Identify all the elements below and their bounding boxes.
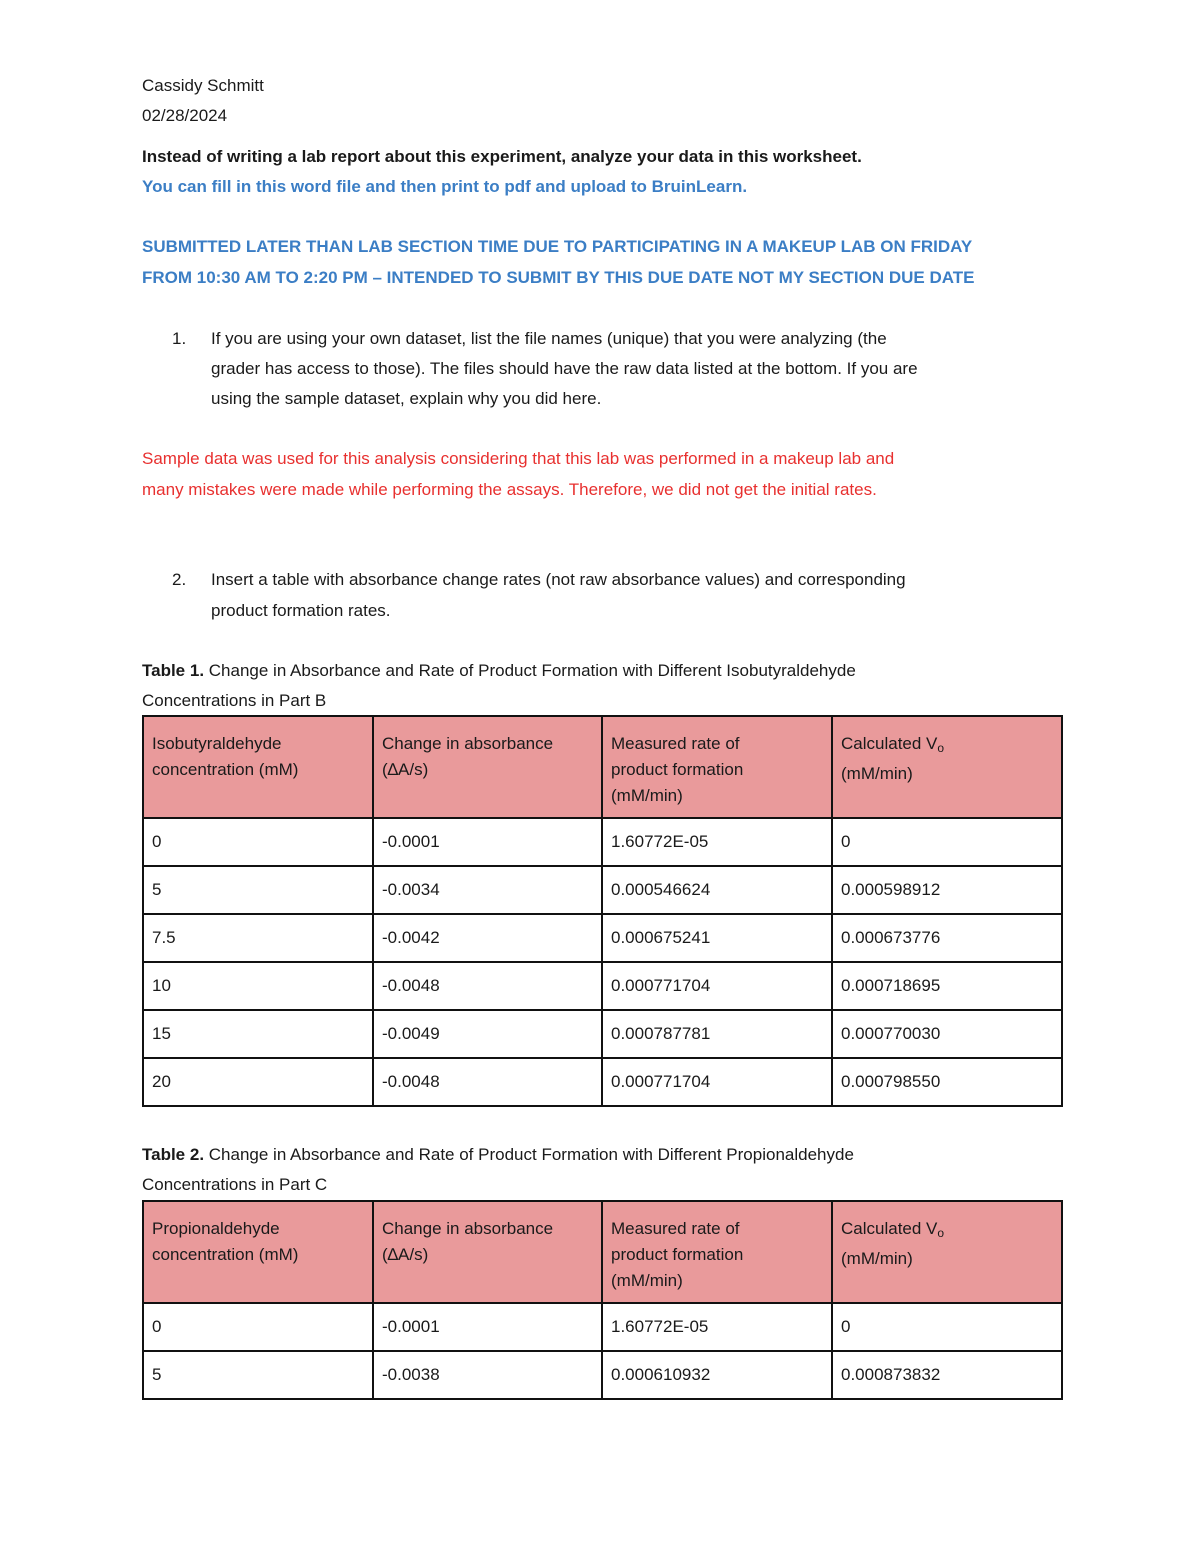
cell-calculated-v0: 0.000673776 bbox=[832, 914, 1062, 962]
table1-header-concentration: Isobutyraldehyde concentration (mM) bbox=[143, 716, 373, 818]
submission-note-line1: SUBMITTED LATER THAN LAB SECTION TIME DUE TO PARTICIPATING IN A MAKEUP LAB ON FRIDAY bbox=[142, 237, 973, 256]
question1-line2: grader has access to those). The files should have the raw data listed at the bottom. If you are bbox=[211, 359, 918, 378]
table1-caption-text: Change in Absorbance and Rate of Product Formation with Different Isobutyraldehyde bbox=[204, 661, 856, 680]
table-row bbox=[143, 962, 1062, 1010]
instructions-main: Instead of writing a lab report about this experiment, analyze your data in this worksheet. bbox=[142, 147, 862, 166]
table1-caption bbox=[142, 661, 856, 681]
table1 bbox=[142, 715, 1063, 1107]
cell-absorbance: -0.0038 bbox=[373, 1351, 602, 1399]
question2-line1: Insert a table with absorbance change rates (not raw absorbance values) and corresponding bbox=[211, 570, 906, 589]
table2-caption-line2: Concentrations in Part C bbox=[142, 1175, 328, 1194]
table2-header-absorbance: Change in absorbance (∆A/s) bbox=[373, 1201, 602, 1303]
cell-calculated-v0: 0.000873832 bbox=[832, 1351, 1062, 1399]
question1-line1: If you are using your own dataset, list the file names (unique) that you were analyzing (the bbox=[211, 329, 887, 348]
author-name: Cassidy Schmitt bbox=[142, 76, 264, 95]
question1-line3: using the sample dataset, explain why you did here. bbox=[211, 389, 602, 408]
question2-line2: product formation rates. bbox=[211, 601, 391, 620]
table2-header-measured-rate: Measured rate of product formation (mM/min) bbox=[602, 1201, 832, 1303]
cell-calculated-v0: 0.000770030 bbox=[832, 1010, 1062, 1058]
cell-measured-rate: 0.000787781 bbox=[602, 1010, 832, 1058]
instructions-note: You can fill in this word file and then print to pdf and upload to BruinLearn. bbox=[142, 177, 748, 196]
cell-absorbance: -0.0048 bbox=[373, 1058, 602, 1106]
cell-concentration: 15 bbox=[143, 1010, 373, 1058]
cell-absorbance: -0.0042 bbox=[373, 914, 602, 962]
cell-concentration: 20 bbox=[143, 1058, 373, 1106]
table2 bbox=[142, 1200, 1063, 1400]
table2-header-concentration: Propionaldehyde concentration (mM) bbox=[143, 1201, 373, 1303]
cell-absorbance: -0.0001 bbox=[373, 818, 602, 866]
table2-caption-label: Table 2. bbox=[142, 1145, 205, 1164]
table-row bbox=[143, 866, 1062, 914]
table-row bbox=[143, 1351, 1062, 1399]
cell-absorbance: -0.0001 bbox=[373, 1303, 602, 1351]
cell-measured-rate: 1.60772E-05 bbox=[602, 1303, 832, 1351]
table-row bbox=[143, 818, 1062, 866]
cell-measured-rate: 0.000610932 bbox=[602, 1351, 832, 1399]
cell-measured-rate: 0.000675241 bbox=[602, 914, 832, 962]
answer1-line2: many mistakes were made while performing the assays. Therefore, we did not get the initial rates. bbox=[142, 480, 877, 499]
table1-caption-line2: Concentrations in Part B bbox=[142, 691, 327, 710]
question1-number: 1. bbox=[172, 329, 187, 348]
table-row bbox=[143, 1058, 1062, 1106]
cell-measured-rate: 1.60772E-05 bbox=[602, 818, 832, 866]
cell-calculated-v0: 0.000598912 bbox=[832, 866, 1062, 914]
cell-absorbance: -0.0048 bbox=[373, 962, 602, 1010]
cell-measured-rate: 0.000771704 bbox=[602, 962, 832, 1010]
question2-number: 2. bbox=[172, 570, 187, 589]
table1-header-calculated-v0: Calculated $V_o$ (mM/min) bbox=[832, 716, 1062, 818]
cell-concentration: 0 bbox=[143, 818, 373, 866]
table1-header-row bbox=[143, 716, 1062, 818]
cell-calculated-v0: 0 bbox=[832, 1303, 1062, 1351]
answer1-line1: Sample data was used for this analysis considering that this lab was performed in a makeup lab and bbox=[142, 449, 895, 468]
table1-header-measured-rate: Measured rate of product formation (mM/min) bbox=[602, 716, 832, 818]
cell-concentration: 7.5 bbox=[143, 914, 373, 962]
cell-absorbance: -0.0034 bbox=[373, 866, 602, 914]
table1-header-absorbance: Change in absorbance (∆A/s) bbox=[373, 716, 602, 818]
table1-caption-label: Table 1. bbox=[142, 661, 205, 680]
cell-calculated-v0: 0.000718695 bbox=[832, 962, 1062, 1010]
cell-measured-rate: 0.000546624 bbox=[602, 866, 832, 914]
table-row bbox=[143, 1303, 1062, 1351]
cell-measured-rate: 0.000771704 bbox=[602, 1058, 832, 1106]
table-row bbox=[143, 914, 1062, 962]
cell-concentration: 5 bbox=[143, 1351, 373, 1399]
cell-absorbance: -0.0049 bbox=[373, 1010, 602, 1058]
cell-calculated-v0: 0 bbox=[832, 818, 1062, 866]
document-date: 02/28/2024 bbox=[142, 106, 228, 125]
table-row bbox=[143, 1010, 1062, 1058]
table2-header-row bbox=[143, 1201, 1062, 1303]
cell-concentration: 10 bbox=[143, 962, 373, 1010]
cell-calculated-v0: 0.000798550 bbox=[832, 1058, 1062, 1106]
table2-caption-text: Change in Absorbance and Rate of Product Formation with Different Propionaldehyde bbox=[204, 1145, 854, 1164]
submission-note-line2: FROM 10:30 AM TO 2:20 PM – INTENDED TO SUBMIT BY THIS DUE DATE NOT MY SECTION DUE DATE bbox=[142, 268, 975, 287]
cell-concentration: 0 bbox=[143, 1303, 373, 1351]
cell-concentration: 5 bbox=[143, 866, 373, 914]
table2-caption bbox=[142, 1145, 854, 1165]
table2-header-calculated-v0: Calculated $V_o$ (mM/min) bbox=[832, 1201, 1062, 1303]
